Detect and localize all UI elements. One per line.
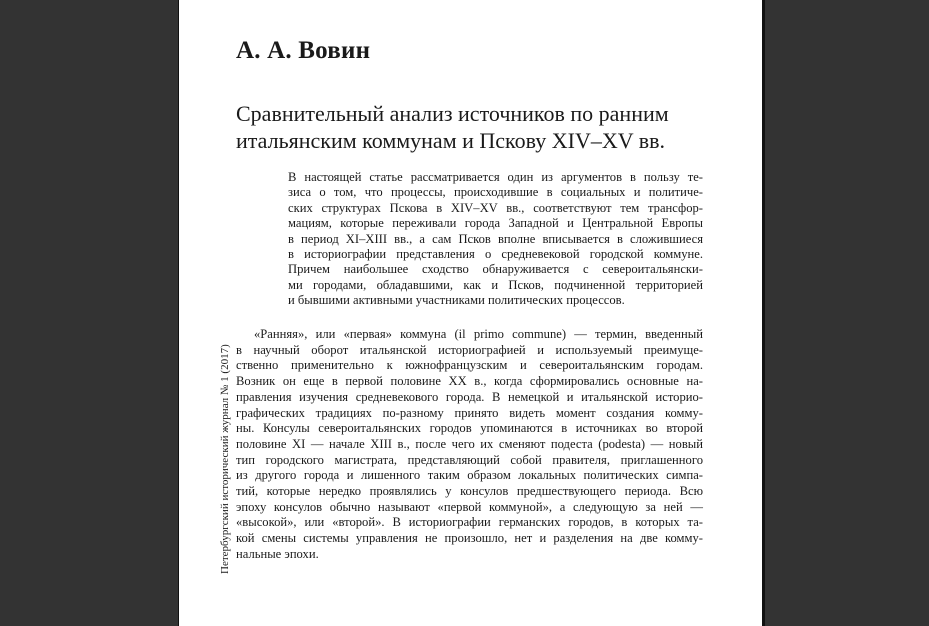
body-line: тип городского магистрата, представляющий собой правителя, приглашенного	[236, 452, 703, 467]
body-line: «Ранняя», или «первая» коммуна (il primo commune) — термин, введенный	[254, 327, 703, 341]
abstract-line: и бывшими активными участниками политических процессов.	[288, 293, 625, 308]
body-line: ны. Консулы североитальянских городов упоминаются в источниках во второй	[236, 421, 703, 436]
body-line: правления изучения средневекового города. В немецкой и итальянской историо-	[236, 389, 703, 404]
abstract-line: ских структурах Пскова в XIV–XV вв., соответствуют тем трансфор-	[288, 200, 703, 215]
abstract-line: В настоящей статье рассматривается один из аргументов в пользу те-	[288, 170, 703, 184]
body-line: в научный оборот итальянской историографией и используемый преимуще-	[236, 342, 703, 357]
body-line: половине XI — начале XIII в., после чего их сменяют подеста (podesta) — новый	[236, 436, 703, 451]
body-line: «высокой», или «второй». В историографии германских городов, в которых та-	[236, 515, 703, 530]
body-line: из другого города и лишенного таким образом локальных политических симпа-	[236, 468, 703, 483]
body-line: Возник он еще в первой половине XX в., когда сформировались основные на-	[236, 374, 703, 389]
document-page	[179, 0, 762, 626]
abstract-line: зиса о том, что процессы, происходившие в социальных и политиче-	[288, 185, 703, 200]
running-head: Петербургский исторический журнал № 1 (2017)	[219, 344, 231, 574]
title-line: Сравнительный анализ источников по ранним	[236, 101, 669, 126]
abstract-line: Причем наибольшее сходство обнаруживается с североитальянски-	[288, 262, 703, 277]
abstract-line: ми городами, обладавшими, как и Псков, подчиненной территорией	[288, 277, 703, 292]
article-title	[236, 100, 736, 154]
abstract-line: в период XI–XIII вв., а сам Псков вполне вписывается в сложившиеся	[288, 231, 703, 246]
body-line: кой смены системы управления не произошло, нет и разделения на две комму-	[236, 531, 703, 546]
abstract-line: мациям, которые переживали города Западной и Центральной Европы	[288, 216, 703, 231]
abstract	[288, 170, 703, 309]
body-line: эпоху консулов обычно называют «первой коммуной», а следующую за ней —	[236, 499, 703, 514]
body-line: графических традициях по-разному принято видеть момент создания комму-	[236, 405, 703, 420]
author-name: А. А. Вовин	[236, 37, 371, 64]
page-edge-shadow	[762, 0, 765, 626]
title-line: итальянским коммунам и Пскову XIV–XV вв.	[236, 128, 666, 153]
body-line: тий, которые нередко проявлялись у консулов предшествующего периода. Всю	[236, 484, 703, 499]
body-line: нальные эпохи.	[236, 546, 319, 561]
body-paragraph	[236, 327, 703, 563]
abstract-line: в историографии представления о средневековой городской коммуне.	[288, 247, 703, 262]
body-line: ственно применительно к южнофранцузским и североитальянским городам.	[236, 358, 703, 373]
